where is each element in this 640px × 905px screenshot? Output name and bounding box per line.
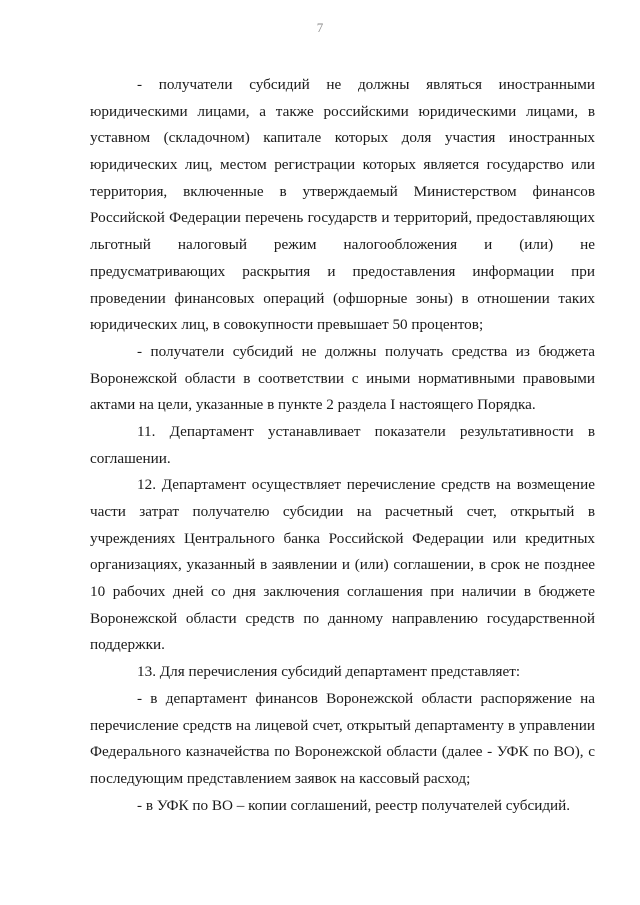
text-line: актами на цели, указанные в пункте 2 раздела I настоящего Порядка. — [90, 396, 536, 414]
text-line: Российской Федерации перечень государств и территорий, предоставляющих — [90, 209, 595, 227]
text-line: - в УФК по ВО – копии соглашений, реестр получателей субсидий. — [137, 796, 571, 814]
text-line: соглашении. — [90, 449, 171, 467]
text-line: юридическими лицами, а также российскими юридическими лицами, в — [90, 102, 595, 120]
text-line: - в департамент финансов Воронежской области распоряжение на — [137, 689, 595, 707]
text-line: территория, включенные в утверждаемый Министерством финансов — [90, 182, 595, 200]
text-line: юридических лиц, местом регистрации которых является государство или — [90, 156, 595, 174]
text-line: организациях, указанный в заявлении и (или) соглашении, в срок не позднее — [90, 556, 595, 574]
text-line: - получатели субсидий не должны являться иностранными — [137, 76, 595, 93]
text-line: Воронежской области в соответствии с иными нормативными правовыми — [90, 369, 595, 387]
text-line: предусматривающих раскрытия и предоставления информации при — [90, 262, 595, 280]
text-line: - получатели субсидий не должны получать средства из бюджета — [137, 342, 595, 360]
text-line: 12. Департамент осуществляет перечисление средств на возмещение — [137, 476, 595, 494]
text-line: учреждениях Центрального банка Российской Федерации или кредитных — [90, 529, 595, 547]
document-body — [90, 72, 595, 819]
text-line: части затрат получателю субсидии на расчетный счет, открытый в — [90, 503, 595, 520]
text-line: юридических лиц, в совокупности превышает 50 процентов; — [90, 316, 484, 334]
text-line: льготный налоговый режим налогообложения и (или) не — [90, 236, 595, 254]
page-number: 7 — [316, 20, 324, 35]
text-line: поддержки. — [90, 636, 165, 654]
text-line: Федерального казначейства по Воронежской области (далее - УФК по ВО), с — [90, 743, 595, 761]
text-line: 13. Для перечисления субсидий департамент представляет: — [137, 663, 521, 681]
text-line: перечисление средств на лицевой счет, открытый департаменту в управлении — [90, 716, 595, 734]
text-line: уставном (складочном) капитале которых доля участия иностранных — [90, 129, 595, 147]
text-line: Воронежской области средств по данному направлению государственной — [90, 609, 595, 627]
text-line: проведении финансовых операций (офшорные зоны) в отношении таких — [90, 289, 595, 307]
text-line: 11. Департамент устанавливает показатели результативности в — [137, 422, 595, 440]
text-line: 10 рабочих дней со дня заключения соглашения при наличии в бюджете — [90, 583, 595, 601]
text-line: последующим представлением заявок на кассовый расход; — [90, 769, 471, 787]
